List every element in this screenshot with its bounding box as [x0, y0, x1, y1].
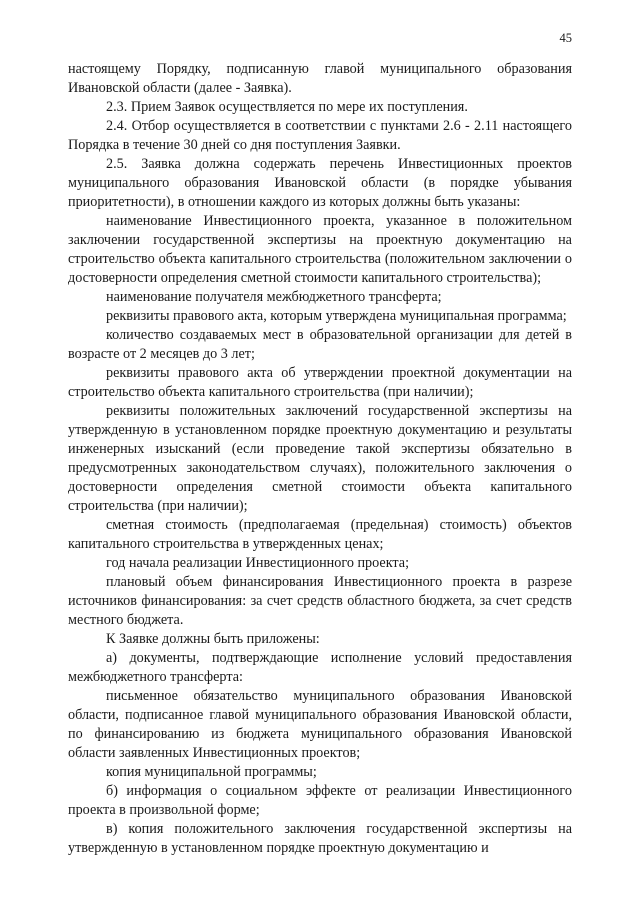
paragraph-2-5: 2.5. Заявка должна содержать перечень Инвестиционных проектов муниципального образования Ивановской области (в порядке убывания приоритетности), в отношении каждого из которых должны быть указаны: — [68, 156, 572, 210]
attachment-a-obligation: письменное обязательство муниципального образования Ивановской области, подписанное главой муниципального образования Ивановской области, по финансированию из бюджета муниципального образования Ивановской области заявленных Инвестиционных проектов; — [68, 688, 572, 761]
attachments-heading: К Заявке должны быть приложены: — [106, 631, 320, 647]
list-item-program-act: реквизиты правового акта, которым утверждена муниципальная программа; — [106, 308, 567, 324]
list-item-expertise: реквизиты положительных заключений государственной экспертизы на утвержденную в установленном порядке проектную документацию и результаты инженерных изысканий (если проведение такой экспертизы обязательно в предусмотренных законодательством случаях), положительного заключения о достоверности определения сметной стоимости объекта капитального строительства (при наличии); — [68, 403, 572, 514]
attachment-a: а) документы, подтверждающие исполнение условий предоставления межбюджетного трансферта: — [68, 650, 572, 685]
list-item-project-name: наименование Инвестиционного проекта, указанное в положительном заключении государственной экспертизы на проектную документацию на строительство объекта капитального строительства (положительном заключении о достоверности определения сметной стоимости капитального строительства); — [68, 213, 572, 286]
paragraph-continuation: настоящему Порядку, подписанную главой муниципального образования Ивановской области (далее - Заявка). — [68, 61, 572, 96]
list-item-start-year: год начала реализации Инвестиционного проекта; — [106, 555, 410, 571]
page-number: 45 — [559, 31, 572, 45]
list-item-places-count: количество создаваемых мест в образовательной организации для детей в возрасте от 2 месяцев до 3 лет; — [68, 327, 572, 362]
document-body — [68, 60, 572, 858]
attachment-b: б) информация о социальном эффекте от реализации Инвестиционного проекта в произвольной форме; — [68, 783, 572, 818]
list-item-recipient-name: наименование получателя межбюджетного трансферта; — [106, 289, 442, 305]
list-item-estimated-cost: сметная стоимость (предполагаемая (предельная) стоимость) объектов капитального строительства в утвержденных ценах; — [68, 517, 572, 552]
attachment-a-program-copy: копия муниципальной программы; — [106, 764, 317, 780]
list-item-design-act: реквизиты правового акта об утверждении проектной документации на строительство объекта капитального строительства (при наличии); — [68, 365, 572, 400]
list-item-funding-volume: плановый объем финансирования Инвестиционного проекта в разрезе источников финансирования: за счет средств областного бюджета, за счет средств местного бюджета. — [68, 574, 572, 628]
attachment-v: в) копия положительного заключения государственной экспертизы на утвержденную в установленном порядке проектную документацию и — [68, 821, 572, 856]
paragraph-2-4: 2.4. Отбор осуществляется в соответствии с пунктами 2.6 - 2.11 настоящего Порядка в течение 30 дней со дня поступления Заявки. — [68, 118, 572, 153]
paragraph-2-3: 2.3. Прием Заявок осуществляется по мере их поступления. — [106, 99, 468, 115]
